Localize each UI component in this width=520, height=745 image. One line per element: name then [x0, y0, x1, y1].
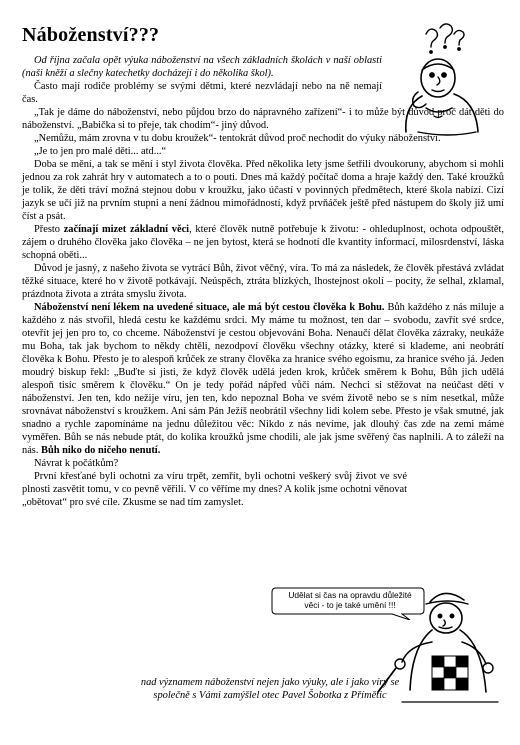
paragraph-reason-2: „Nemůžu, mám zrovna v tu dobu kroužek“- tentokrát důvod proč nechodit do výuky náboženství.	[34, 133, 441, 144]
text-run: Bůh každého z nás miluje a každého z nás stvořil, hledá cestu ke každému srdci. My máme tu možnost, ten dar – svobodu, zavřít své srdce, otevřít jej jen pro to, co chceme. Náboženství je cestou objevování Boha. Nenaučí dělat člověka zázraky, neukáže mu Boha, tak jak bychom to někdy chtěli, nezodpoví člověku všechny otázky, které si klademe, ani neobrátí člověka k Bohu. Přesto je to alespoň krůček ze strany člověka za hranice svého egoismu, za hranice svého já. Jeden moudrý biskup řekl: „Buďte si jisti, že když člověk udělá jeden krok, krůček směrem k Bohu, Bůh jich udělá alespoň tisíc směrem k člověku.“ On je tedy pořád nápřed vůči nám. Nechci si stěžovat na neúčast dětí v náboženství. Jen ten, kdo nežije víru, jen ten, kdo nepoznal Boha ve svém životě nebo se s ním nesetkal, může srovnávat náboženství s kroužkem. Ani sám Pán Ježíš neobrátil všechny lidi kolem sebe. Přesto je však smutné, jak snadno a rychle zapomínáme na jednu důležitou věc: Nikdo z nás nevíme, jak dlouhý čas zde na zemi máme vyměřen. Bůh se nás nebude ptát, do kolika kroužků jsme chodili, ale jak jsme svěřený čas naplnili. A to záleží na nás.	[22, 302, 505, 456]
paragraph-christians: První křesťané byli ochotni za víru trpět, zemřít, byli ochotni veškerý svůj život ve své plnosti zasvětit tomu, v co pevně věřili. V co věříme my dnes? A kolik jsme ochotni věnovat „obětovat“ pro své cíle. Zkusme se nad tím zamyslet.	[22, 471, 407, 508]
paragraph-reason-3: „Je to jen pro malé děti... atd...“	[34, 146, 167, 157]
text-run-bold: začínají mizet základní věci	[63, 224, 190, 235]
signature	[60, 676, 480, 702]
paragraph-basics	[22, 223, 504, 262]
paragraph-parents: Často mají rodiče problémy se svými dětmi, které nezvládají nebo na ně nemají čas.	[22, 81, 382, 105]
text-run: Přesto	[34, 224, 64, 235]
signature-line-2: společně s Vámi zamýšlel otec Pavel Šobotka z Přímětic	[153, 690, 387, 701]
text-run-bold: Náboženství není lékem na uvedené situace, ale má být cestou člověka k Bohu.	[34, 302, 385, 313]
paragraph-intro: Od října začala opět výuka náboženství na všech základních školách v naší oblasti (naši kněží a slečny katechetky docházejí i do několika škol).	[22, 55, 382, 79]
paragraph-question: Návrat k počátkům?	[34, 458, 119, 469]
text-run-bold: Bůh niko do ničeho nenutí.	[41, 445, 161, 456]
paragraph-main	[22, 301, 504, 457]
signature-line-1: nad významem náboženství nejen jako výuky, ale i jako víry se	[140, 677, 400, 688]
speech-bubble-text: Udělat si čas na opravdu důležité věci - to je také umění !!!	[288, 590, 412, 610]
paragraph-reason: Důvod je jasný, z našeho života se vytrácí Bůh, život věčný, víra. To má za následek, že člověk přestává zvládat těžké situace, které ho v životě potkávají. Neúspěch, ztráta blízkých, lhostejnost okolí – pocity, že selhal, zklamal, prázdnota života a ztráta smyslu života.	[22, 263, 504, 300]
paragraph-changes: Doba se mění, a tak se mění i styl života člověka. Před několika lety jsme šetřili dvoukoruny, abychom si mohli jednou za rok zahrát hry v automatech a to o pouti. Dnes má každý počítač doma a hraje každý den. Také kroužků je tolik, že děti tráví možná stejnou dobu v kroužku, jako účastí v povinných předmětech, které škola nabízí. Cizí jazyk se učí již na prvním stupni a není žádnou mimořádností, když prvňáček ještě před nástupem do školy již umí číst a psát.	[22, 159, 504, 222]
page-title: Náboženství???	[22, 24, 160, 46]
paragraph-reason-1: „Tak je dáme do náboženství, nebo půjdou brzo do nápravného zařízení“- i to může být důvod proč dát děti do náboženství. „Babička si to přeje, tak chodím“- jiný důvod.	[22, 107, 504, 131]
text-run: , které člověk nutně potřebuje k životu: - ohleduplnost, ochota odpouštět, zájem o druhého člověka jako člověka – ne jen bytost, která se hodnotí dle kvantity informací, milosrdenství, láska schopná oběti...	[22, 224, 504, 261]
article-body	[22, 54, 504, 509]
